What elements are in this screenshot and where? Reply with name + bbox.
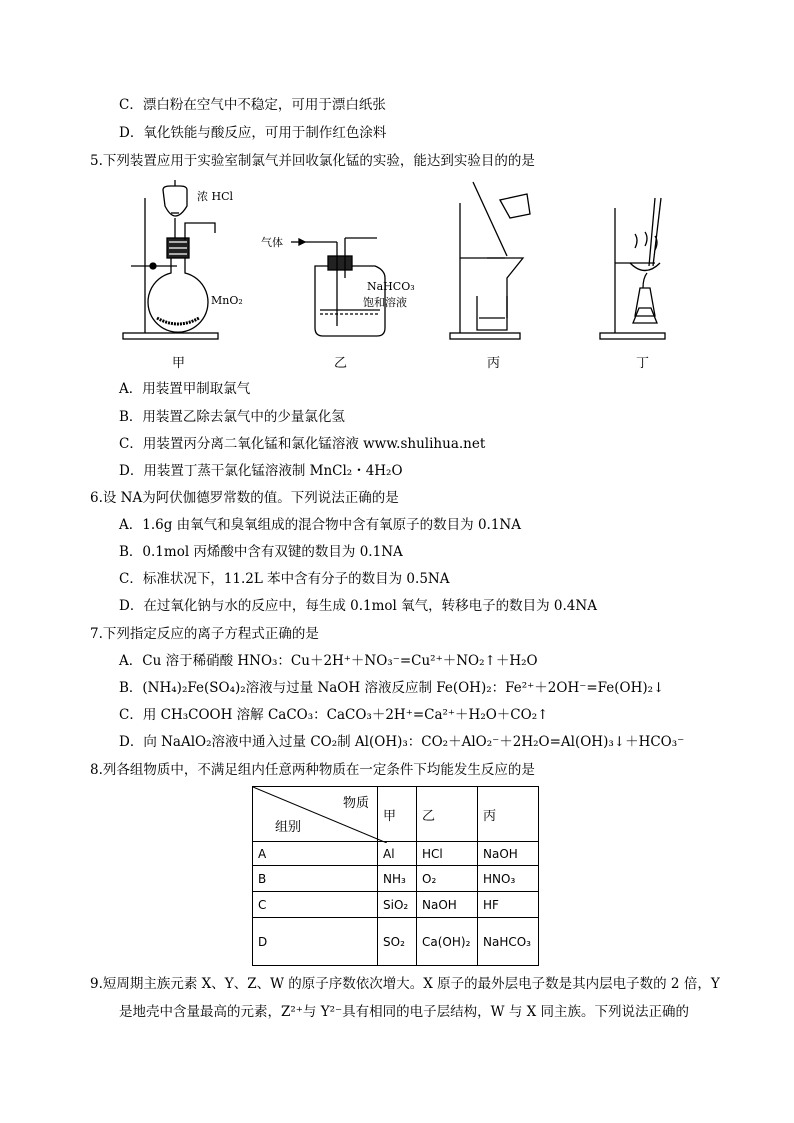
q4-option-c: C．漂白粉在空气中不稳定，可用于漂白纸张 [119,97,386,113]
q4-option-d: D．氧化铁能与酸反应，可用于制作红色涂料 [119,125,387,141]
q6-stem: 6.设 NA为阿伏伽德罗常数的值。下列说法正确的是 [90,490,399,506]
cell-bing: NaOH [478,842,539,866]
figure-label-bing: 丙 [487,356,501,371]
q5-option-c: C．用装置丙分离二氧化锰和氯化锰溶液 www.shulihua.net [119,436,486,452]
cell-bing: NaHCO₃ [478,918,539,966]
col-yi: 乙 [417,787,478,842]
q7-stem: 7.下列指定反应的离子方程式正确的是 [90,626,319,642]
table-header-row [253,787,539,842]
table-row [253,892,539,918]
q5-option-a: A．用装置甲制取氯气 [119,381,251,397]
apparatus-jia [123,180,218,339]
table-row [253,842,539,866]
cell-group: C [253,892,378,918]
q7-option-c: C．用 CH₃COOH 溶解 CaCO₃：CaCO₃＋2H⁺=Ca²⁺＋H₂O＋CO₂↑ [119,707,549,723]
table-corner-cell [253,787,378,842]
label-nahco3: NaHCO₃ [367,280,415,293]
table-row [253,866,539,892]
table-row [253,918,539,966]
q9-line-1: 9.短周期主族元素 X、Y、Z、W 的原子序数依次增大。X 原子的最外层电子数是其内层电子数的 2 倍，Y [90,976,720,992]
cell-jia: SO₂ [378,918,417,966]
cell-jia: SiO₂ [378,892,417,918]
label-mno2: MnO₂ [211,294,243,307]
q8-table [252,786,539,966]
header-zubie: 组别 [275,820,302,835]
label-saturated-solution: 饱和溶液 [363,296,407,309]
q8-stem: 8.列各组物质中，不满足组内任意两种物质在一定条件下均能发生反应的是 [90,762,535,778]
cell-jia: NH₃ [378,866,417,892]
q5-option-d: D．用装置丁蒸干氯化锰溶液制 MnCl₂・4H₂O [119,463,403,479]
q6-option-d: D．在过氧化钠与水的反应中，每生成 0.1mol 氧气，转移电子的数目为 0.4NA [119,598,597,614]
cell-yi: Ca(OH)₂ [417,918,478,966]
cell-yi: HCl [417,842,478,866]
apparatus-figure [115,178,695,368]
col-jia: 甲 [378,787,417,842]
figure-label-jia: 甲 [172,356,186,371]
cell-group: D [253,918,378,966]
cell-jia: Al [378,842,417,866]
header-wuzhi: 物质 [342,796,369,811]
col-bing: 丙 [478,787,539,842]
cell-yi: NaOH [417,892,478,918]
cell-bing: HF [478,892,539,918]
cell-group: B [253,866,378,892]
q6-option-a: A．1.6g 由氧气和臭氧组成的混合物中含有氧原子的数目为 0.1NA [119,517,521,533]
figure-label-yi: 乙 [334,356,348,371]
apparatus-ding [600,198,665,339]
figure-label-ding: 丁 [636,356,650,371]
q6-option-c: C．标准状况下，11.2L 苯中含有分子的数目为 0.5NA [119,571,450,587]
label-gas: 气体 [261,236,283,249]
cell-yi: O₂ [417,866,478,892]
q7-option-a: A．Cu 溶于稀硝酸 HNO₃：Cu＋2H⁺＋NO₃⁻=Cu²⁺＋NO₂↑＋H₂O [119,653,538,669]
apparatus-bing [450,182,530,339]
q7-option-b: B．(NH₄)₂Fe(SO₄)₂溶液与过量 NaOH 溶液反应制 Fe(OH)₂：Fe²⁺＋2OH⁻=Fe(OH)₂↓ [119,680,665,696]
cell-bing: HNO₃ [478,866,539,892]
q7-option-d: D．向 NaAlO₂溶液中通入过量 CO₂制 Al(OH)₃：CO₂＋AlO₂⁻＋2H₂O=Al(OH)₃↓＋HCO₃⁻ [119,734,685,750]
label-conc-hcl: 浓 HCl [197,190,234,203]
q9-line-2: 是地壳中含量最高的元素，Z²⁺与 Y²⁻具有相同的电子层结构，W 与 X 同主族。下列说法正确的 [119,1004,690,1020]
q5-stem: 5.下列装置应用于实验室制氯气并回收氯化锰的实验，能达到实验目的的是 [90,153,535,169]
q6-option-b: B．0.1mol 丙烯酸中含有双键的数目为 0.1NA [119,544,403,560]
q5-option-b: B．用装置乙除去氯气中的少量氯化氢 [119,409,345,425]
cell-group: A [253,842,378,866]
